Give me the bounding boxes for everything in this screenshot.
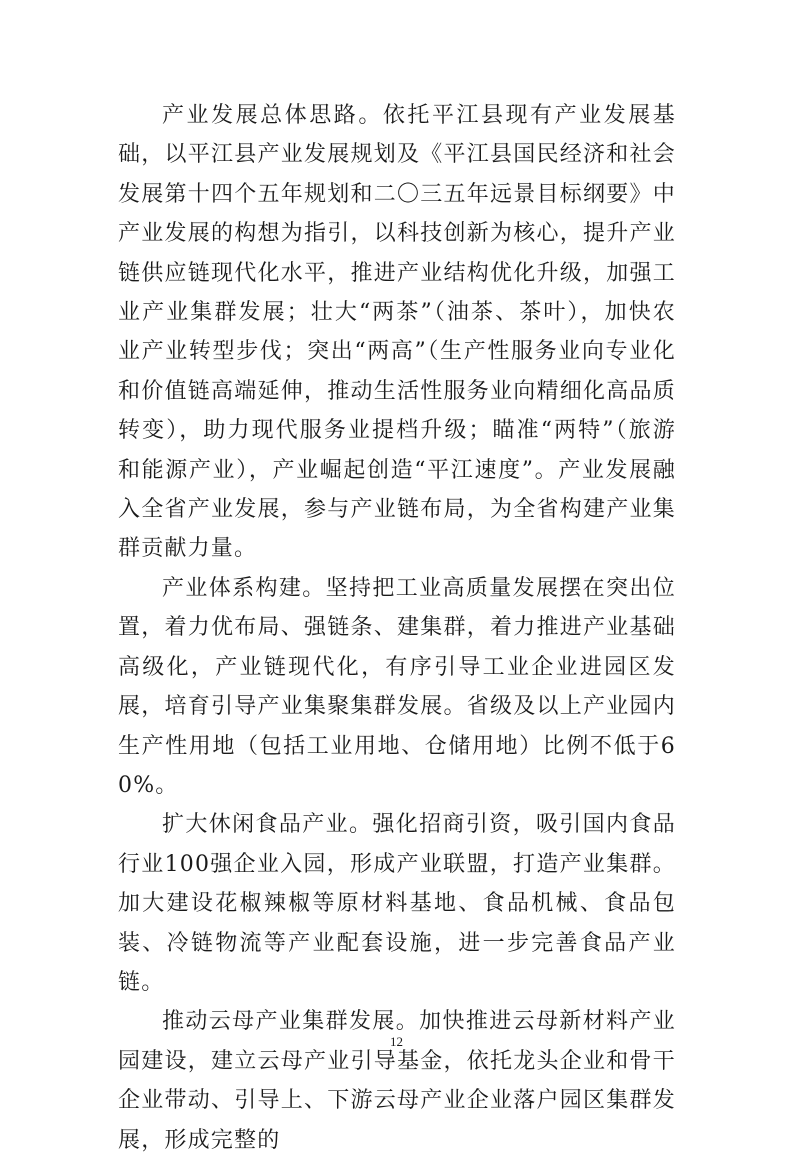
page-number: 12 (390, 1034, 403, 1049)
paragraph-mica-industry: 推动云母产业集群发展。加快推进云母新材料产业园建设，建立云母产业引导基金，依托龙头企业和骨干企业带动、引导上、下游云母产业企业落户园区集群发展，形成完整的 (118, 1009, 676, 1153)
paragraph-industry-system: 产业体系构建。坚持把工业高质量发展摆在突出位置，着力优布局、强链条、建集群，着力推进产业基础高级化，产业链现代化，有序引导工业企业进园区发展，培育引导产业集聚集群发展。省级及以上产业园内生产性用地（包括工业用地、仓储用地）比例不低于60%。 (118, 575, 676, 798)
paragraph-overall-approach: 产业发展总体思路。依托平江县现有产业发展基础，以平江县产业发展规划及《平江县国民经济和社会发展第十四个五年规划和二〇三五年远景目标纲要》中产业发展的构想为指引，以科技创新为核心，提升产业链供应链现代化水平，推进产业结构优化升级，加强工业产业集群发展；壮大“两茶”（油茶、茶叶），加快农业产业转型步伐；突出“两高”（生产性服务业向专业化和价值链高端延伸，推动生活性服务业向精细化高品质转变），助力现代服务业提档升级；瞄准“两特”（旅游和能源产业），产业崛起创造“平江速度”。产业发展融入全省产业发展，参与产业链布局，为全省构建产业集群贡献力量。 (118, 103, 676, 562)
paragraph-leisure-food: 扩大休闲食品产业。强化招商引资，吸引国内食品行业100强企业入园，形成产业联盟，打造产业集群。加大建设花椒辣椒等原材料基地、食品机械、食品包装、冷链物流等产业配套设施，进一步完善食品产业链。 (118, 812, 676, 995)
body-text (118, 96, 676, 1160)
